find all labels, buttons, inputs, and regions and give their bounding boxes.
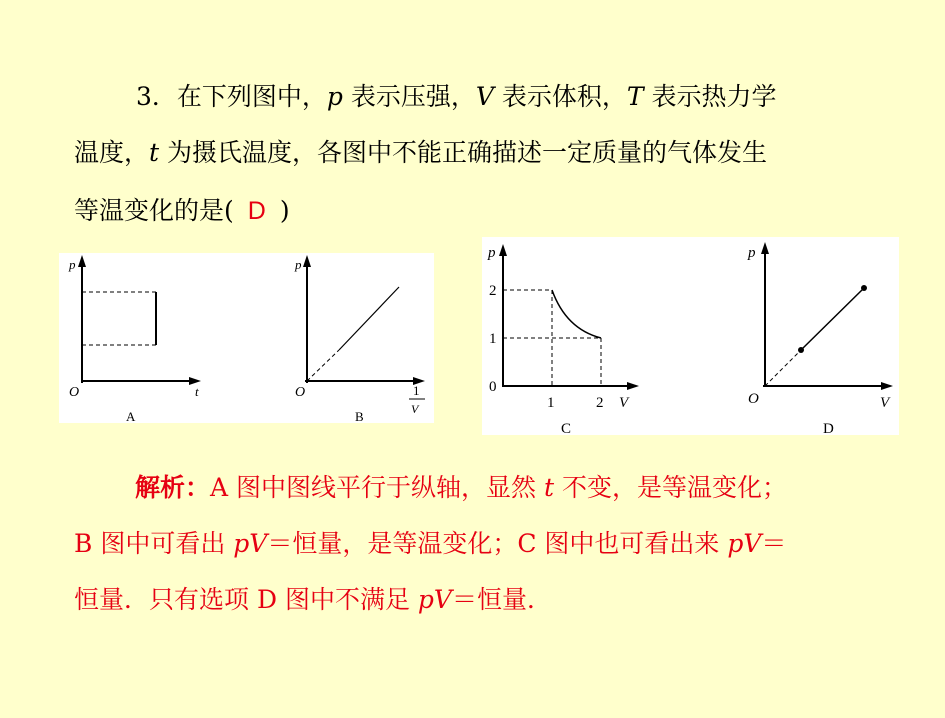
solution-text: B 图中可看出 xyxy=(74,529,234,558)
question-number: 3． xyxy=(136,82,177,111)
axis-label-p: p xyxy=(748,245,756,261)
axis-label-den: V xyxy=(411,402,419,416)
solution-text: ＝恒量． xyxy=(451,585,552,614)
graph-c xyxy=(487,244,639,435)
var-p: p xyxy=(326,82,343,111)
question-text: ) xyxy=(279,196,290,225)
question-text: 等温变化的是( xyxy=(74,196,234,225)
question-text: 表示体积， xyxy=(493,82,627,111)
y-arrow-icon xyxy=(78,255,86,267)
solution-line-3 xyxy=(74,580,552,616)
caption-d: D xyxy=(823,421,834,435)
tick-label: 2 xyxy=(596,395,604,411)
x-arrow-icon xyxy=(881,382,893,390)
tick-label: 1 xyxy=(489,331,497,347)
solution-text: ＝恒量，是等温变化；C 图中也可看出来 xyxy=(267,529,728,558)
axis-label-V: V xyxy=(619,395,629,411)
axis-label-p: p xyxy=(69,257,76,272)
solution-label: 解析： xyxy=(135,473,211,502)
solution-line-2 xyxy=(74,524,786,560)
question-line-1 xyxy=(136,68,777,126)
y-arrow-icon xyxy=(303,255,311,267)
origin-label: O xyxy=(69,385,80,400)
var-t: t xyxy=(149,138,160,167)
graph-a xyxy=(68,255,201,423)
solution-text: 不变，是等温变化； xyxy=(554,473,787,502)
solution-text: 恒量．只有选项 D 图中不满足 xyxy=(74,585,418,614)
isotherm-curve xyxy=(552,290,601,338)
origin-label: O xyxy=(748,391,759,407)
y-arrow-icon xyxy=(499,244,507,256)
data-point xyxy=(798,347,804,353)
graphs-ab xyxy=(59,253,434,423)
var-pV: pV xyxy=(727,529,762,558)
caption-b: B xyxy=(355,409,364,423)
var-V: V xyxy=(475,82,494,111)
var-T: T xyxy=(626,82,644,111)
tick-label: 0 xyxy=(489,379,497,395)
question-text: 在下列图中， xyxy=(176,82,327,111)
var-pV: pV xyxy=(417,585,452,614)
question-line-3 xyxy=(74,182,290,240)
x-arrow-icon xyxy=(627,382,639,390)
question-line-2 xyxy=(74,124,767,182)
var-t: t xyxy=(543,473,555,502)
axis-label-t: t xyxy=(195,384,199,399)
solution-text: A 图中图线平行于纵轴，显然 xyxy=(210,473,544,502)
axis-label-p: p xyxy=(295,257,302,272)
y-arrow-icon xyxy=(761,242,769,254)
data-point xyxy=(861,285,867,291)
graph-d xyxy=(747,242,893,435)
graph-b xyxy=(294,255,425,423)
caption-c: C xyxy=(561,421,572,435)
question-text: 温度， xyxy=(74,138,150,167)
graph-panel-cd xyxy=(482,237,899,435)
solution-line-1 xyxy=(135,468,787,504)
origin-label: O xyxy=(295,385,306,400)
graphs-cd xyxy=(482,237,899,435)
graph-panel-ab xyxy=(59,253,434,423)
question-text: 为摄氏温度，各图中不能正确描述一定质量的气体发生 xyxy=(159,138,768,167)
question-text: 表示热力学 xyxy=(643,82,777,111)
var-pV: pV xyxy=(233,529,268,558)
caption-a: A xyxy=(126,409,136,423)
answer: D xyxy=(247,197,266,225)
solution-text: ＝ xyxy=(761,529,787,558)
axis-label-num: 1 xyxy=(413,383,420,398)
question-text: 表示压强， xyxy=(342,82,476,111)
tick-label: 2 xyxy=(489,283,497,299)
axis-label-p: p xyxy=(488,245,496,261)
tick-label: 1 xyxy=(547,395,555,411)
axis-label-V: V xyxy=(880,395,890,411)
